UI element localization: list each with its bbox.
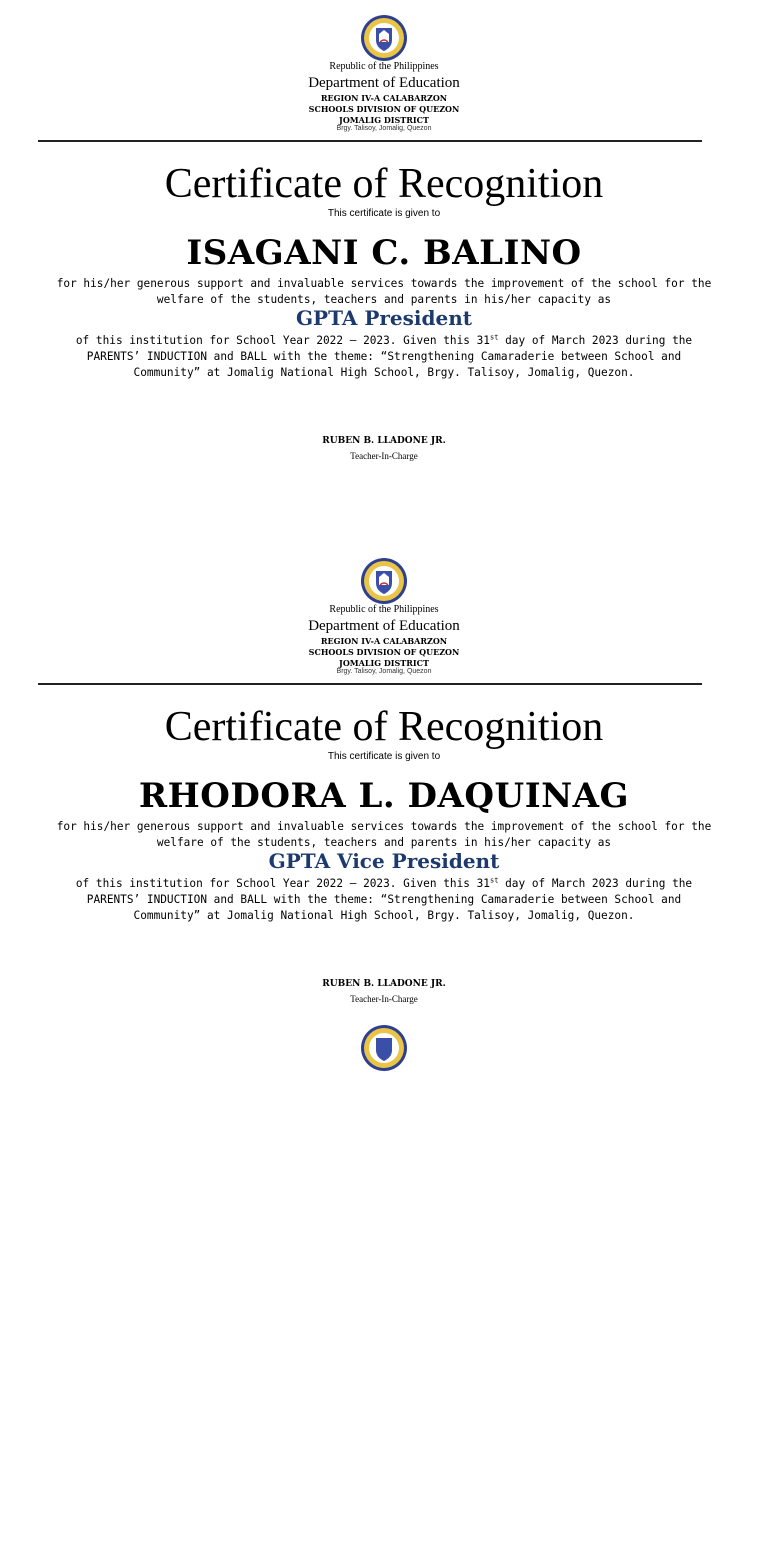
deped-seal-icon [360,557,408,605]
district-label: JOMALIG DISTRICT [339,115,429,125]
recipient-name: RHODORA L. DAQUINAG [138,776,630,816]
body-line: welfare of the students, teachers and parents in his/her capacity as [156,836,612,849]
closing-line: Community” at Jomalig National High School, Brgy. Talisoy, Jomalig, Quezon. [133,909,635,922]
certificate-3-partial [0,1010,768,1553]
closing-line: of this institution for School Year 2022 – 2023. Given this 31st day of March 2023 during the [75,876,693,890]
closing-line: PARENTS’ INDUCTION and BALL with the theme: “Strengthening Camaraderie between School and [86,893,682,906]
district-label: JOMALIG DISTRICT [339,658,429,668]
signer-name: RUBEN B. LLADONE JR. [322,436,446,446]
header-divider [38,683,702,685]
address-label: Brgy. Talisoy, Jomalig, Quezon [336,668,432,675]
body-line: for his/her generous support and invaluable services towards the improvement of the school for the [56,820,712,833]
closing-line: PARENTS’ INDUCTION and BALL with the theme: “Strengthening Camaraderie between School and [86,350,682,363]
body-line: welfare of the students, teachers and parents in his/her capacity as [156,293,612,306]
body-text [40,819,728,851]
republic-label: Republic of the Philippines [329,604,439,615]
division-label: SCHOOLS DIVISION OF QUEZON [308,647,460,657]
certificate-title: Certificate of Recognition [164,161,604,207]
region-label: REGION IV-A CALABARZON [320,636,448,646]
body-line: for his/her generous support and invaluable services towards the improvement of the school for the [56,277,712,290]
department-label: Department of Education [308,75,460,91]
recipient-position: GPTA Vice President [268,849,500,873]
closing-line: Community” at Jomalig National High School, Brgy. Talisoy, Jomalig, Quezon. [133,366,635,379]
signer-title: Teacher-In-Charge [350,451,418,461]
header-divider [38,140,702,142]
republic-label: Republic of the Philippines [329,61,439,72]
closing-line: of this institution for School Year 2022 – 2023. Given this 31st day of March 2023 during the [75,333,693,347]
deped-seal-icon [360,1024,408,1072]
body-text [40,276,728,308]
closing-text [40,333,728,381]
certificate-title: Certificate of Recognition [164,704,604,750]
given-to-label: This certificate is given to [327,208,441,219]
closing-text [40,876,728,924]
recipient-position: GPTA President [295,306,473,330]
signer-title: Teacher-In-Charge [350,994,418,1004]
certificate-2 [0,543,768,1086]
region-label: REGION IV-A CALABARZON [320,93,448,103]
deped-seal-icon [360,14,408,62]
department-label: Department of Education [308,618,460,634]
address-label: Brgy. Talisoy, Jomalig, Quezon [336,125,432,132]
given-to-label: This certificate is given to [327,751,441,762]
recipient-name: ISAGANI C. BALINO [186,233,582,273]
certificate-1 [0,0,768,543]
division-label: SCHOOLS DIVISION OF QUEZON [308,104,460,114]
signer-name: RUBEN B. LLADONE JR. [322,979,446,989]
